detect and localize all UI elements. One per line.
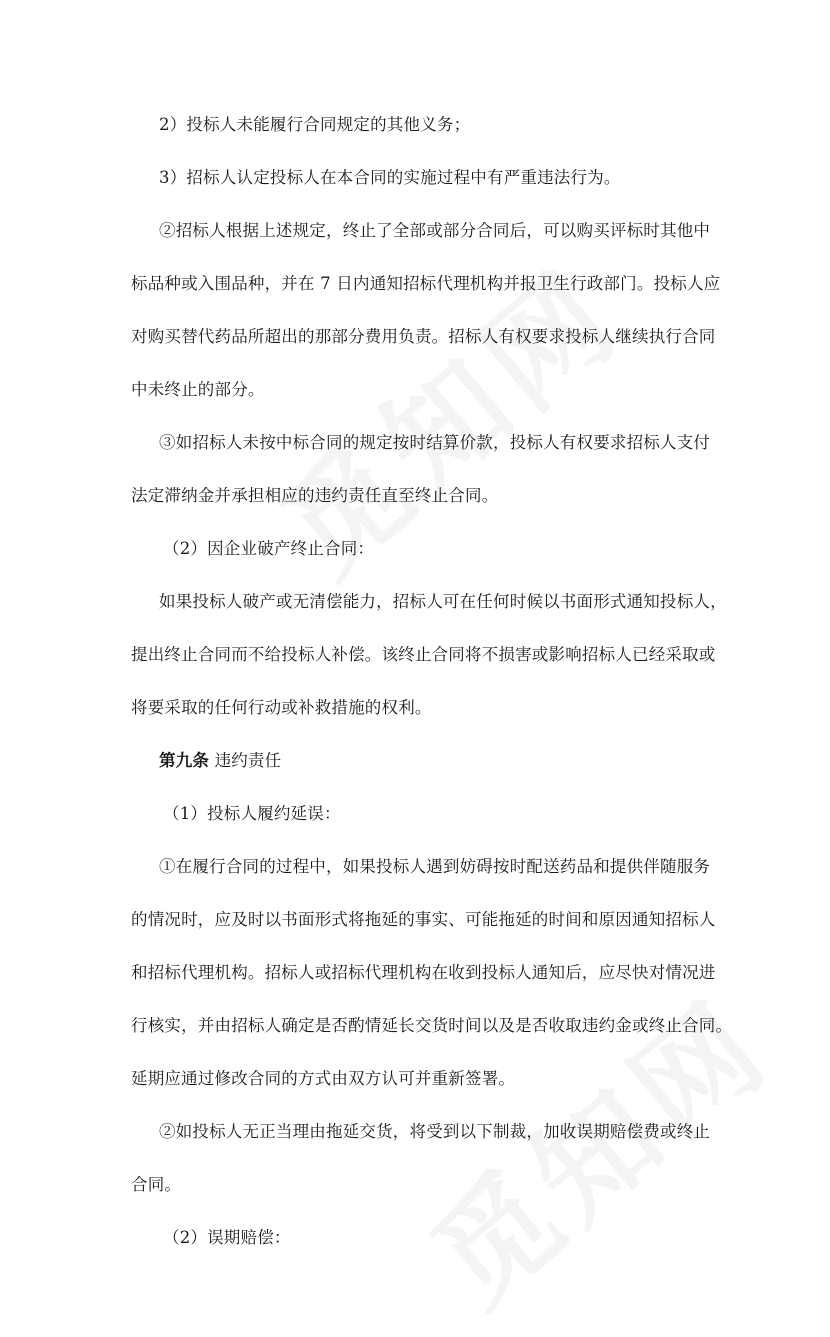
text-line: 3）招标人认定投标人在本合同的实施过程中有严重违法行为。 — [159, 168, 621, 187]
text-line: ③如招标人未按中标合同的规定按时结算价款，投标人有权要求招标人支付 — [159, 433, 711, 452]
text-line: ②招标人根据上述规定，终止了全部或部分合同后，可以购买评标时其他中 — [159, 221, 711, 240]
text-line: 中未终止的部分。 — [131, 380, 265, 399]
text-line: （2）误期赔偿： — [163, 1228, 291, 1247]
text-line: 的情况时，应及时以书面形式将拖延的事实、可能拖延的时间和原因通知招标人 — [131, 910, 716, 929]
text-line: 和招标代理机构。招标人或招标代理机构在收到投标人通知后，应尽快对情况进 — [131, 963, 716, 982]
text-line: 延期应通过修改合同的方式由双方认可并重新签署。 — [131, 1069, 516, 1088]
document-body — [131, 108, 733, 1255]
text-line: 如果投标人破产或无清偿能力，招标人可在任何时候以书面形式通知投标人， — [159, 592, 727, 611]
section-heading — [131, 744, 715, 778]
text-line: （1）投标人履约延误： — [163, 804, 341, 823]
text-line: 将要采取的任何行动或补救措施的权利。 — [131, 698, 432, 717]
text-line: 2）投标人未能履行合同规定的其他义务； — [159, 115, 471, 134]
text-line: 提出终止合同而不给投标人补偿。该终止合同将不损害或影响招标人已经采取或 — [131, 645, 716, 664]
section-number: 第九条 — [159, 751, 210, 770]
text-line: 合同。 — [131, 1175, 182, 1194]
text-line: （2）因企业破产终止合同： — [163, 539, 375, 558]
text-line: ②如投标人无正当理由拖延交货，将受到以下制裁，加收误期赔偿费或终止 — [159, 1122, 711, 1141]
section-title: 违约责任 — [214, 751, 282, 770]
text-line: 对购买替代药品所超出的那部分费用负责。招标人有权要求投标人继续执行合同 — [131, 327, 716, 346]
text-line: 法定滞纳金并承担相应的违约责任直至终止合同。 — [131, 486, 499, 505]
text-line: 标品种或入围品种，并在 7 日内通知招标代理机构并报卫生行政部门。投标人应 — [131, 274, 721, 293]
text-line: ①在履行合同的过程中，如果投标人遇到妨碍按时配送药品和提供伴随服务 — [159, 857, 711, 876]
text-line: 行核实，并由招标人确定是否酌情延长交货时间以及是否收取违约金或终止合同。 — [131, 1016, 733, 1035]
